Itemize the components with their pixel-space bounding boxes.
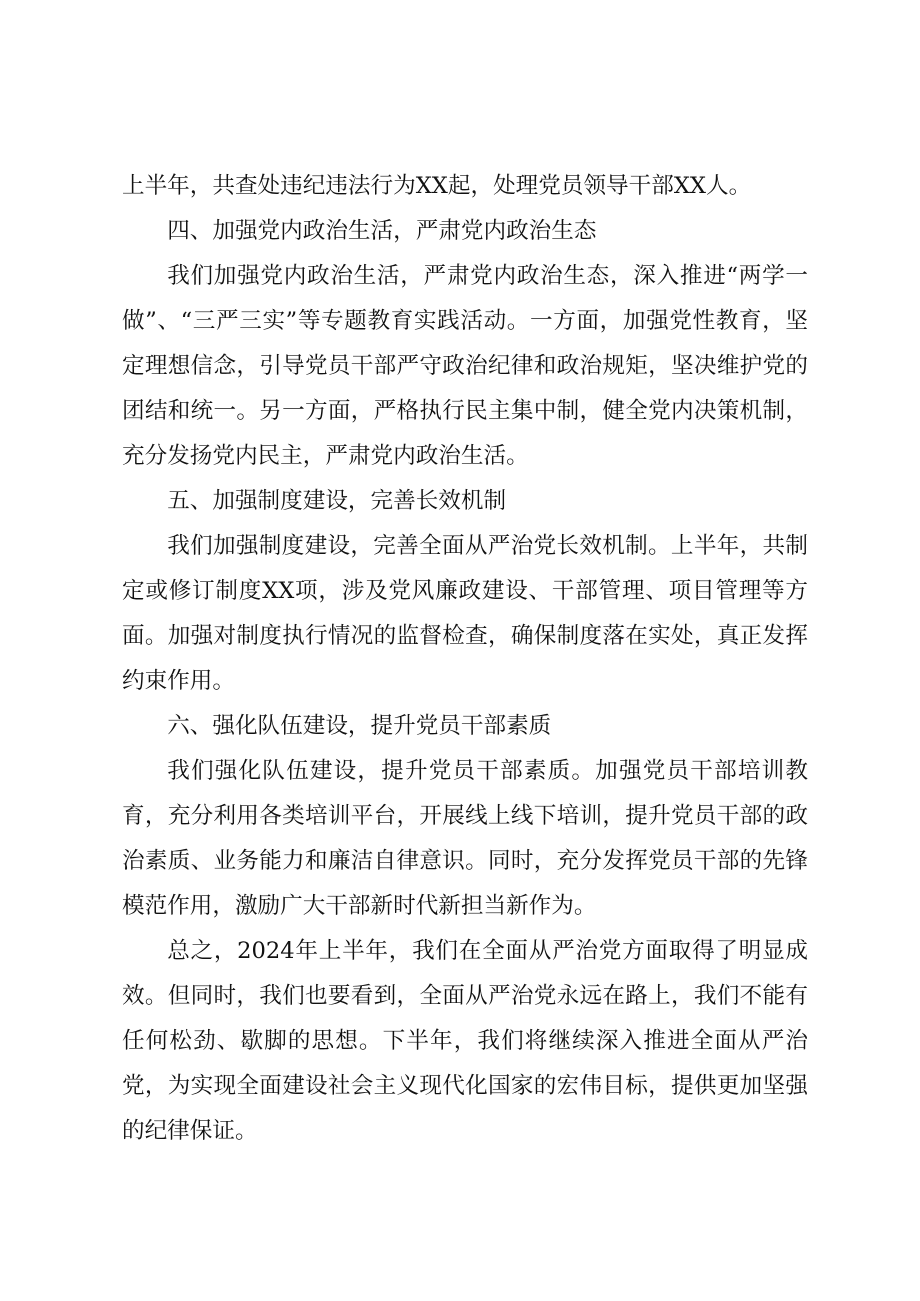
paragraph-continued: 上半年，共查处违纪违法行为XX起，处理党员领导干部XX人。 — [122, 173, 752, 199]
section-body-4: 我们加强党内政治生活，严肃党内政治生态，深入推进“两学一做”、“三严三实”等专题教育实践活动。一方面，加强党性教育，坚定理想信念，引导党员干部严守政治纪律和政治规矩，坚决维护党的团结和统一。另一方面，严格执行民主集中制，健全党内决策机制，充分发扬党内民主，严肃党内政治生活。 — [122, 263, 808, 469]
section-body-5: 我们加强制度建设，完善全面从严治党长效机制。上半年，共制定或修订制度XX项，涉及党风廉政建设、干部管理、项目管理等方面。加强对制度执行情况的监督检查，确保制度落在实处，真正发挥约束作用。 — [122, 533, 808, 694]
document-body — [122, 164, 808, 1154]
conclusion-paragraph: 总之，2024年上半年，我们在全面从严治党方面取得了明显成效。但同时，我们也要看到，全面从严治党永远在路上，我们不能有任何松劲、歇脚的思想。下半年，我们将继续深入推进全面从严治党，为实现全面建设社会主义现代化国家的宏伟目标，提供更加坚强的纪律保证。 — [122, 938, 808, 1144]
section-body-6: 我们强化队伍建设，提升党员干部素质。加强党员干部培训教育，充分利用各类培训平台，开展线上线下培训，提升党员干部的政治素质、业务能力和廉洁自律意识。同时，充分发挥党员干部的先锋模范作用，激励广大干部新时代新担当新作为。 — [122, 758, 808, 919]
section-heading-4: 四、加强党内政治生活，严肃党内政治生态 — [167, 218, 597, 244]
section-heading-5: 五、加强制度建设，完善长效机制 — [167, 488, 507, 514]
section-heading-6: 六、强化队伍建设，提升党员干部素质 — [167, 713, 552, 739]
